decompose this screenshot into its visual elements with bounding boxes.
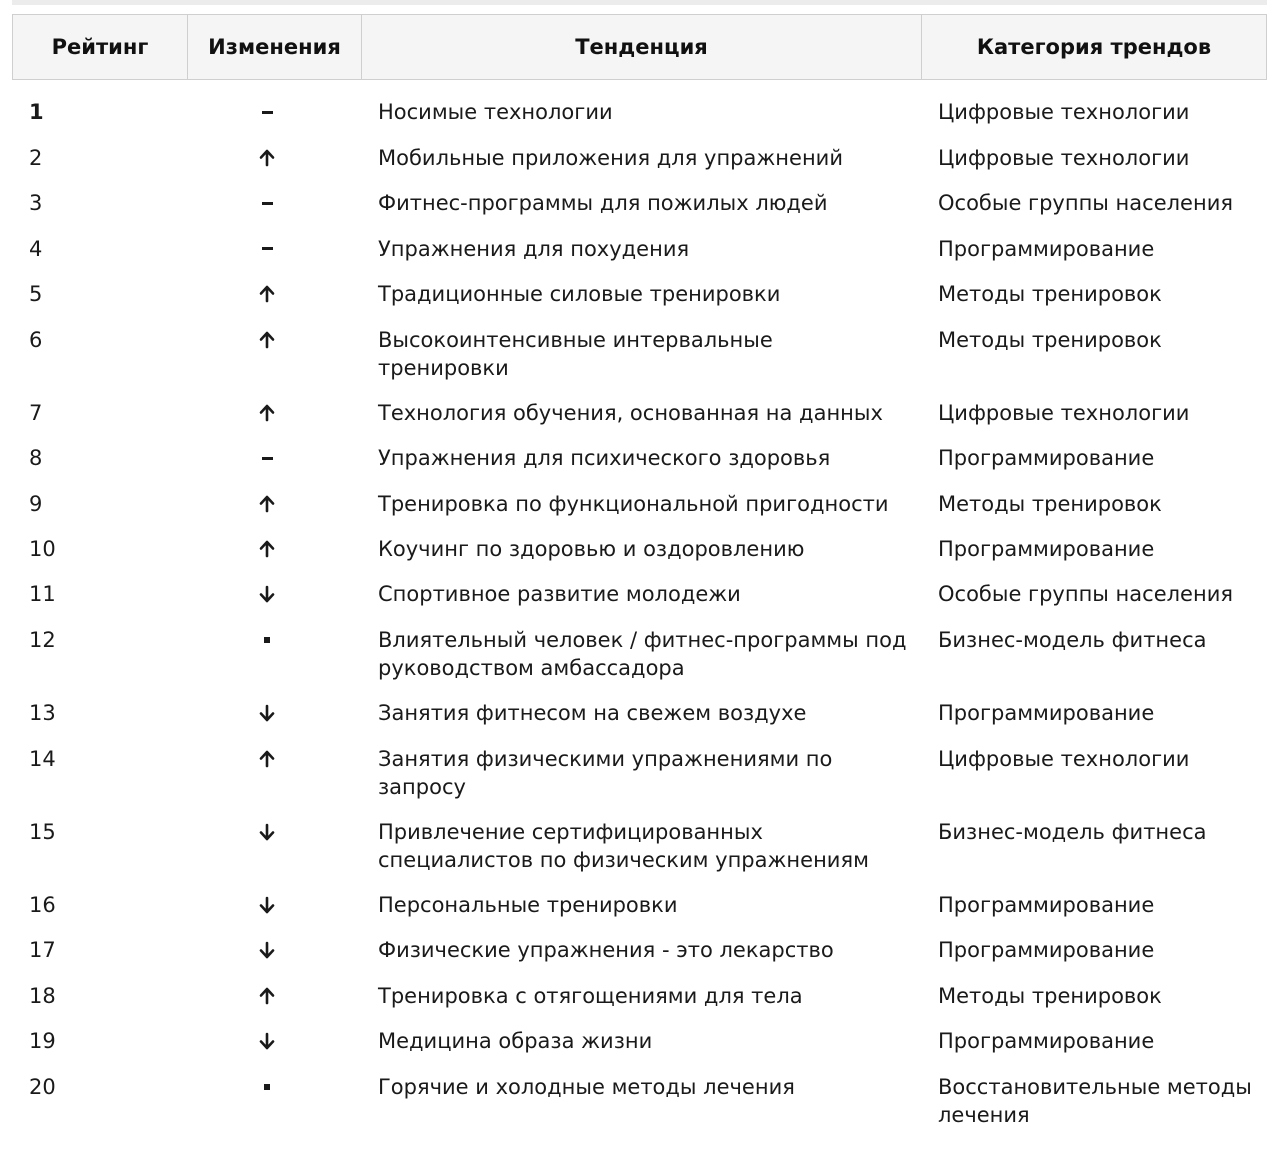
trend-cell: Носимые технологии xyxy=(378,100,613,124)
table-row xyxy=(12,572,1267,618)
dash-icon xyxy=(262,247,273,250)
table-row xyxy=(12,928,1267,974)
dash-icon xyxy=(262,111,273,114)
table-row xyxy=(12,482,1267,527)
trend-cell: Персональные тренировки xyxy=(378,892,678,917)
square-icon xyxy=(264,1084,270,1090)
category-cell: Методы тренировок xyxy=(938,983,1162,1008)
table-row xyxy=(12,1065,1267,1138)
category-cell: Методы тренировок xyxy=(938,491,1162,516)
category-cell: Бизнес-модель фитнеса xyxy=(938,627,1207,652)
category-cell: Особые группы населения xyxy=(938,582,1233,607)
trend-cell: Тренировка с отягощениями для тела xyxy=(378,983,803,1008)
header-rank[interactable]: Рейтинг xyxy=(13,15,188,79)
category-cell: Программирование xyxy=(938,1029,1155,1054)
rank-cell: 20 xyxy=(29,1074,56,1099)
category-cell: Программирование xyxy=(938,892,1155,917)
category-cell: Цифровые технологии xyxy=(938,746,1190,771)
square-icon xyxy=(264,637,270,643)
table-row xyxy=(12,691,1267,737)
arrow-up-icon xyxy=(258,540,276,558)
rank-cell: 15 xyxy=(29,819,56,844)
arrow-down-icon xyxy=(258,941,276,959)
trend-cell: Коучинг по здоровью и оздоровлению xyxy=(378,536,805,561)
trend-cell: Занятия физическими упражнениями по запросу xyxy=(378,746,833,799)
change-cell xyxy=(187,399,361,427)
rank-cell: 2 xyxy=(29,145,43,170)
category-cell: Особые группы населения xyxy=(938,191,1233,215)
change-cell xyxy=(187,626,361,654)
table-row xyxy=(12,436,1267,482)
trend-cell: Спортивное развитие молодежи xyxy=(378,582,741,607)
category-cell: Восстановительные методы лечения xyxy=(938,1074,1252,1127)
category-cell: Методы тренировок xyxy=(938,282,1162,306)
rank-cell: 17 xyxy=(29,938,56,963)
table-row xyxy=(12,318,1267,391)
arrow-down-icon xyxy=(258,1032,276,1050)
change-cell xyxy=(187,235,361,263)
table-row xyxy=(12,227,1267,273)
change-cell xyxy=(187,280,361,308)
table-row xyxy=(12,883,1267,929)
table-row xyxy=(12,737,1267,810)
category-cell: Программирование xyxy=(938,701,1155,726)
arrow-up-icon xyxy=(258,750,276,768)
change-cell xyxy=(187,535,361,563)
trend-cell: Упражнения для психического здоровья xyxy=(378,446,831,471)
rank-cell: 7 xyxy=(29,400,43,425)
table-row xyxy=(12,136,1267,182)
arrow-down-icon xyxy=(258,704,276,722)
rank-cell: 14 xyxy=(29,746,56,771)
rank-cell: 16 xyxy=(29,892,56,917)
table-row xyxy=(12,527,1267,573)
rank-cell: 1 xyxy=(29,100,44,124)
header-category[interactable]: Категория трендов xyxy=(976,35,1212,59)
trend-cell: Традиционные силовые тренировки xyxy=(378,282,781,306)
rank-cell: 18 xyxy=(29,983,56,1008)
rank-cell: 9 xyxy=(29,491,43,516)
table-header xyxy=(12,14,1267,80)
trend-cell: Горячие и холодные методы лечения xyxy=(378,1074,795,1099)
table-row xyxy=(12,1019,1267,1065)
table-row xyxy=(12,181,1267,227)
rank-cell: 11 xyxy=(29,582,56,607)
change-cell xyxy=(187,891,361,919)
change-cell xyxy=(187,98,361,126)
rank-cell: 5 xyxy=(29,282,43,306)
trend-cell: Упражнения для похудения xyxy=(378,236,690,261)
category-cell: Методы тренировок xyxy=(938,327,1162,352)
dash-icon xyxy=(262,202,273,205)
category-cell: Цифровые технологии xyxy=(938,145,1190,170)
change-cell xyxy=(187,982,361,1010)
header-trend[interactable]: Тенденция xyxy=(362,15,922,79)
change-cell xyxy=(187,490,361,518)
table-row xyxy=(12,272,1267,318)
trend-cell: Физические упражнения - это лекарство xyxy=(378,938,834,963)
trend-cell: Влиятельный человек / фитнес-программы под руководством амбассадора xyxy=(378,627,907,680)
change-cell xyxy=(187,745,361,773)
arrow-up-icon xyxy=(258,285,276,303)
category-cell: Программирование xyxy=(938,938,1155,963)
table-row xyxy=(12,90,1267,136)
trend-cell: Высокоинтенсивные интервальные тренировки xyxy=(378,327,773,380)
change-cell xyxy=(187,144,361,172)
rank-cell: 10 xyxy=(29,536,56,561)
table-row xyxy=(12,391,1267,437)
change-cell xyxy=(187,1073,361,1101)
table-row xyxy=(12,810,1267,883)
arrow-down-icon xyxy=(258,585,276,603)
header-change[interactable]: Изменения xyxy=(188,15,362,79)
trend-cell: Тренировка по функциональной пригодности xyxy=(378,491,889,516)
rank-cell: 4 xyxy=(29,236,43,261)
arrow-up-icon xyxy=(258,404,276,422)
trend-cell: Занятия фитнесом на свежем воздухе xyxy=(378,701,807,726)
category-cell: Цифровые технологии xyxy=(938,100,1190,124)
change-cell xyxy=(187,189,361,217)
trend-cell: Фитнес-программы для пожилых людей xyxy=(378,191,828,215)
change-cell xyxy=(187,936,361,964)
arrow-up-icon xyxy=(258,987,276,1005)
table-body xyxy=(12,90,1267,1138)
rank-cell: 13 xyxy=(29,701,56,726)
rank-cell: 12 xyxy=(29,627,56,652)
table-row xyxy=(12,974,1267,1020)
category-cell: Программирование xyxy=(938,446,1155,471)
arrow-up-icon xyxy=(258,149,276,167)
dash-icon xyxy=(262,457,273,460)
category-cell: Программирование xyxy=(938,236,1155,261)
arrow-up-icon xyxy=(258,495,276,513)
trend-cell: Технология обучения, основанная на данных xyxy=(378,400,883,425)
rank-cell: 3 xyxy=(29,191,43,215)
trend-cell: Медицина образа жизни xyxy=(378,1029,653,1054)
change-cell xyxy=(187,326,361,354)
rank-cell: 6 xyxy=(29,327,43,352)
change-cell xyxy=(187,1027,361,1055)
change-cell xyxy=(187,818,361,846)
trend-cell: Мобильные приложения для упражнений xyxy=(378,145,843,170)
category-cell: Программирование xyxy=(938,536,1155,561)
change-cell xyxy=(187,699,361,727)
category-cell: Бизнес-модель фитнеса xyxy=(938,819,1207,844)
trend-cell: Привлечение сертифицированных специалистов по физическим упражнениям xyxy=(378,819,869,872)
trends-table xyxy=(12,14,1267,1138)
top-divider xyxy=(12,0,1267,5)
change-cell xyxy=(187,444,361,472)
arrow-up-icon xyxy=(258,331,276,349)
table-row xyxy=(12,618,1267,691)
category-cell: Цифровые технологии xyxy=(938,400,1190,425)
rank-cell: 19 xyxy=(29,1029,56,1054)
rank-cell: 8 xyxy=(29,446,43,471)
arrow-down-icon xyxy=(258,896,276,914)
arrow-down-icon xyxy=(258,823,276,841)
change-cell xyxy=(187,580,361,608)
